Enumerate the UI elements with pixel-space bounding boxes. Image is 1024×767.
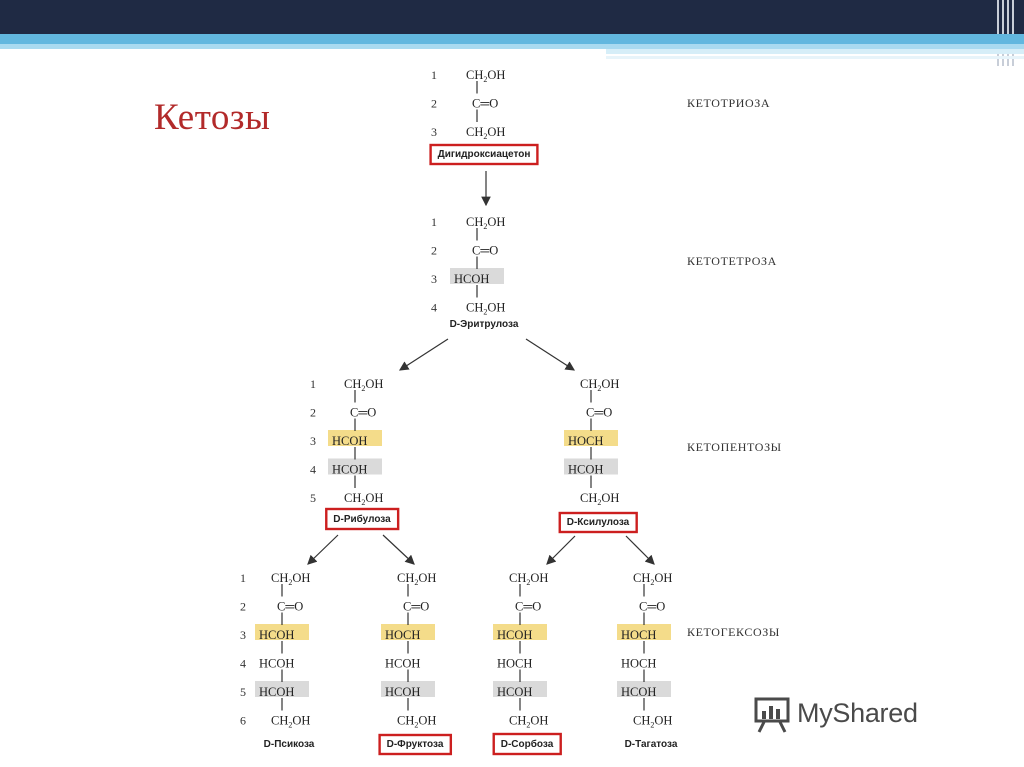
- watermark-text: MyShared: [797, 698, 918, 728]
- ch2oh-group: $CH_2OH$: [580, 377, 620, 393]
- carbon-number: 2: [431, 96, 437, 111]
- presentation-board-icon: [752, 697, 792, 733]
- sugar-name-ribulose: D-Рибулоза: [333, 514, 391, 525]
- carbon-number: 1: [431, 68, 437, 82]
- hoch-group: HOCH: [385, 628, 421, 642]
- hcoh-group: HCOH: [454, 272, 490, 286]
- category-triose-label: КЕТОТРИОЗА: [687, 96, 771, 110]
- sugar-name-tagatose: D-Тагатоза: [624, 739, 678, 750]
- carbon-number: 3: [431, 272, 437, 286]
- ch2oh-group: $CH_2OH$: [633, 571, 673, 587]
- arrow: [526, 339, 574, 370]
- arrow: [626, 536, 654, 564]
- sugar-name-dihydroxyacetone: Дигидроксиацетон: [437, 149, 531, 160]
- carbonyl-group: C═O: [472, 243, 499, 258]
- carbonyl-group: C═O: [472, 96, 499, 111]
- hoch-group: HOCH: [621, 656, 657, 671]
- ch2oh-group: $CH_2OH$: [466, 125, 506, 141]
- carbonyl-group: C═O: [277, 599, 304, 614]
- ch2oh-group: $CH_2OH$: [271, 571, 311, 587]
- sugar-name-erythrulose: D-Эритрулоза: [449, 319, 519, 330]
- carbon-number: 2: [310, 405, 316, 420]
- hoch-group: HOCH: [621, 628, 657, 642]
- arrow: [547, 536, 575, 564]
- carbon-number: 3: [310, 434, 316, 448]
- ch2oh-group: $CH_2OH$: [397, 713, 437, 730]
- hcoh-group: HCOH: [259, 628, 295, 642]
- slide-title: Кетозы: [154, 97, 271, 138]
- hcoh-group: HCOH: [385, 656, 421, 671]
- ch2oh-group: $CH_2OH$: [580, 491, 620, 507]
- carbon-number: 1: [310, 377, 316, 391]
- carbon-number: 6: [240, 713, 246, 728]
- hcoh-group: HCOH: [259, 685, 295, 699]
- sugar-name-fructose: D-Фруктоза: [386, 739, 444, 750]
- sugar-name-psicose: D-Псикоза: [263, 739, 315, 750]
- sugar-name-sorbose: D-Сорбоза: [500, 739, 554, 750]
- carbonyl-group: C═O: [586, 405, 613, 420]
- carbon-number: 5: [240, 685, 246, 699]
- carbonyl-group: C═O: [515, 599, 542, 614]
- ch2oh-group: $CH_2OH$: [344, 377, 384, 393]
- hoch-group: HOCH: [568, 434, 604, 448]
- carbon-number: 4: [310, 462, 316, 477]
- hcoh-group: HCOH: [497, 628, 533, 642]
- carbon-number: 3: [431, 125, 437, 139]
- sugar-name-xylulose: D-Ксилулоза: [566, 517, 630, 528]
- carbon-number: 1: [431, 215, 437, 229]
- carbon-number: 3: [240, 628, 246, 642]
- arrow: [400, 339, 448, 370]
- arrow: [308, 535, 338, 564]
- ch2oh-group: $CH_2OH$: [397, 571, 437, 587]
- hcoh-group: HCOH: [385, 685, 421, 699]
- ch2oh-group: $CH_2OH$: [344, 491, 384, 507]
- ch2oh-group: $CH_2OH$: [271, 713, 311, 730]
- carbonyl-group: C═O: [403, 599, 430, 614]
- ch2oh-group: $CH_2OH$: [466, 215, 506, 231]
- carbon-number: 2: [431, 243, 437, 258]
- hcoh-group: HCOH: [568, 462, 604, 477]
- carbon-number: 5: [310, 491, 316, 505]
- hoch-group: HOCH: [497, 656, 533, 671]
- hcoh-group: HCOH: [621, 685, 657, 699]
- ch2oh-group: $CH_2OH$: [466, 68, 506, 84]
- category-pentoses-label: КЕТОПЕНТОЗЫ: [687, 440, 782, 454]
- ch2oh-group: $CH_2OH$: [509, 713, 549, 730]
- carbon-number: 2: [240, 599, 246, 614]
- watermark: [752, 694, 952, 738]
- category-hexoses-label: КЕТОГЕКСОЗЫ: [687, 625, 780, 639]
- ch2oh-group: $CH_2OH$: [466, 300, 506, 317]
- hcoh-group: HCOH: [332, 434, 368, 448]
- carbon-number: 4: [431, 300, 437, 315]
- carbonyl-group: C═O: [639, 599, 666, 614]
- category-tetrose-label: КЕТОТЕТРОЗА: [687, 254, 777, 268]
- hcoh-group: HCOH: [497, 685, 533, 699]
- ch2oh-group: $CH_2OH$: [509, 571, 549, 587]
- ch2oh-group: $CH_2OH$: [633, 713, 673, 730]
- hcoh-group: HCOH: [332, 462, 368, 477]
- hcoh-group: HCOH: [259, 656, 295, 671]
- carbonyl-group: C═O: [350, 405, 377, 420]
- carbon-number: 1: [240, 571, 246, 585]
- arrow: [383, 535, 414, 564]
- carbon-number: 4: [240, 656, 246, 671]
